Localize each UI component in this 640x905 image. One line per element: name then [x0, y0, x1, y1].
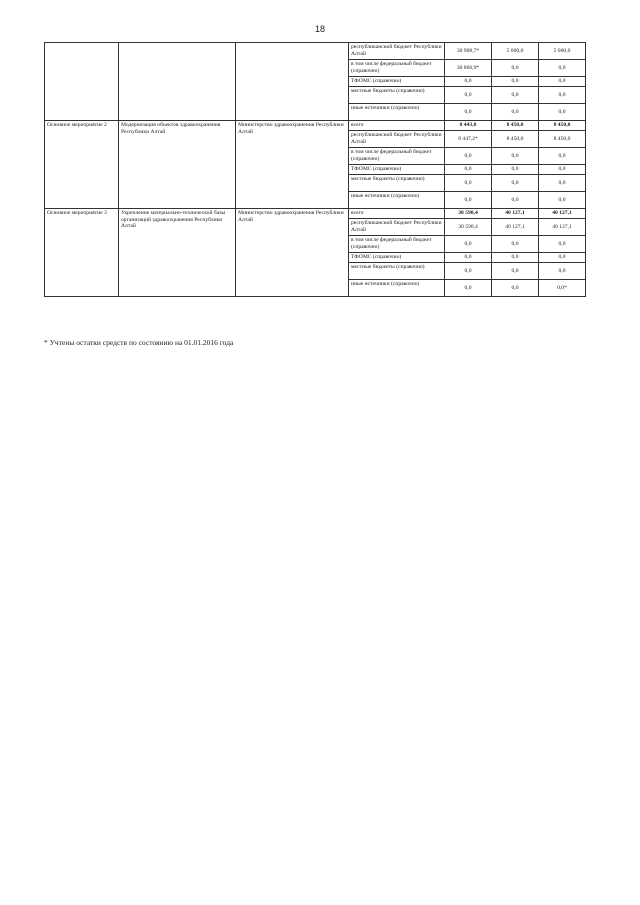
amount-cell-year-2: 8 450,0 [492, 121, 539, 131]
amount-cell-year-2: 8 450,0 [492, 131, 539, 148]
amount-cell-year-2: 0,0 [492, 77, 539, 87]
funding-source-cell: ТФОМС (справочно) [349, 253, 445, 263]
measure-title-cell [45, 43, 119, 121]
measure-description-cell [119, 43, 236, 121]
funding-source-cell: иные источники (справочно) [349, 104, 445, 121]
amount-cell-year-3: 8 450,0 [539, 121, 586, 131]
amount-cell-year-1: 0,0 [445, 253, 492, 263]
funding-source-cell: в том числе федеральный бюджет (справочно) [349, 148, 445, 165]
amount-cell-year-1: 30 866,9* [445, 60, 492, 77]
amount-cell-year-3: 0,0 [539, 148, 586, 165]
funding-source-cell: ТФОМС (справочно) [349, 77, 445, 87]
amount-cell-year-1: 0,0 [445, 165, 492, 175]
funding-source-cell: республиканский бюджет Республики Алтай [349, 131, 445, 148]
amount-cell-year-3: 0,0 [539, 175, 586, 192]
amount-cell-year-3: 0,0 [539, 236, 586, 253]
amount-cell-year-3: 8 450,0 [539, 131, 586, 148]
funding-source-cell: местные бюджеты (справочно) [349, 263, 445, 280]
amount-cell-year-3: 0,0 [539, 192, 586, 209]
funding-source-cell: в том числе федеральный бюджет (справочно) [349, 236, 445, 253]
amount-cell-year-2: 5 000,0 [492, 43, 539, 60]
amount-cell-year-2: 0,0 [492, 175, 539, 192]
amount-cell-year-2: 40 127,1 [492, 209, 539, 219]
amount-cell-year-2: 0,0 [492, 192, 539, 209]
executor-cell: Министерство здравоохранения Республики Алтай [236, 209, 349, 297]
amount-cell-year-3: 5 000,0 [539, 43, 586, 60]
funding-source-cell: всего [349, 121, 445, 131]
amount-cell-year-1: 8 447,2* [445, 131, 492, 148]
amount-cell-year-1: 0,0 [445, 148, 492, 165]
amount-cell-year-1: 8 443,0 [445, 121, 492, 131]
amount-cell-year-3: 0,0* [539, 280, 586, 297]
measure-description-cell: Модернизация объектов здравоохранения Республики Алтай [119, 121, 236, 209]
amount-cell-year-2: 0,0 [492, 236, 539, 253]
amount-cell-year-3: 0,0 [539, 165, 586, 175]
funding-source-cell: в том числе федеральный бюджет (справочно) [349, 60, 445, 77]
measure-title-cell: Основное мероприятие 2 [45, 121, 119, 209]
amount-cell-year-3: 40 127,1 [539, 219, 586, 236]
amount-cell-year-3: 0,0 [539, 104, 586, 121]
amount-cell-year-1: 30 590,4 [445, 219, 492, 236]
funding-source-cell: иные источники (справочно) [349, 280, 445, 297]
amount-cell-year-1: 0,0 [445, 192, 492, 209]
amount-cell-year-1: 0,0 [445, 280, 492, 297]
amount-cell-year-2: 0,0 [492, 165, 539, 175]
amount-cell-year-3: 0,0 [539, 263, 586, 280]
amount-cell-year-2: 0,0 [492, 280, 539, 297]
amount-cell-year-1: 0,0 [445, 104, 492, 121]
table-row [45, 43, 586, 60]
amount-cell-year-1: 0,0 [445, 236, 492, 253]
table-row [45, 209, 586, 219]
funding-source-cell: республиканский бюджет Республики Алтай [349, 43, 445, 60]
amount-cell-year-1: 30 908,7* [445, 43, 492, 60]
funding-source-cell: ТФОМС (справочно) [349, 165, 445, 175]
budget-table [44, 42, 586, 297]
amount-cell-year-1: 0,0 [445, 87, 492, 104]
page-number: 18 [314, 24, 325, 34]
budget-table-body [45, 43, 586, 297]
amount-cell-year-3: 0,0 [539, 253, 586, 263]
funding-source-cell: местные бюджеты (справочно) [349, 87, 445, 104]
amount-cell-year-2: 0,0 [492, 60, 539, 77]
executor-cell [236, 43, 349, 121]
measure-description-cell: Укрепление материально-технической базы организаций здравоохранения Республики Алтай [119, 209, 236, 297]
amount-cell-year-2: 0,0 [492, 263, 539, 280]
measure-title-cell: Основное мероприятие 3 [45, 209, 119, 297]
amount-cell-year-2: 0,0 [492, 87, 539, 104]
table-row [45, 121, 586, 131]
amount-cell-year-1: 30 590,4 [445, 209, 492, 219]
amount-cell-year-1: 0,0 [445, 263, 492, 280]
amount-cell-year-2: 0,0 [492, 104, 539, 121]
executor-cell: Министерство здравоохранения Республики Алтай [236, 121, 349, 209]
footnote: * Учтены остатки средств по состоянию на 01.01.2016 года [44, 338, 234, 347]
funding-source-cell: иные источники (справочно) [349, 192, 445, 209]
amount-cell-year-3: 40 127,1 [539, 209, 586, 219]
amount-cell-year-2: 40 127,1 [492, 219, 539, 236]
funding-source-cell: всего [349, 209, 445, 219]
amount-cell-year-3: 0,0 [539, 77, 586, 87]
funding-source-cell: республиканский бюджет Республики Алтай [349, 219, 445, 236]
amount-cell-year-2: 0,0 [492, 253, 539, 263]
amount-cell-year-1: 0,0 [445, 175, 492, 192]
amount-cell-year-3: 0,0 [539, 60, 586, 77]
amount-cell-year-2: 0,0 [492, 148, 539, 165]
amount-cell-year-1: 0,0 [445, 77, 492, 87]
amount-cell-year-3: 0,0 [539, 87, 586, 104]
funding-source-cell: местные бюджеты (справочно) [349, 175, 445, 192]
